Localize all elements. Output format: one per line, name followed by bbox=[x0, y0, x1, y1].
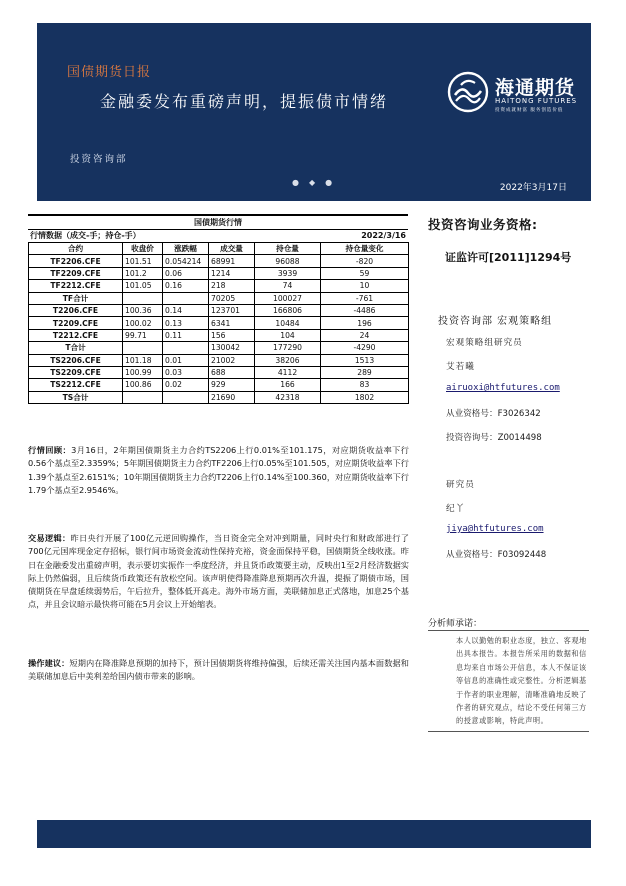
footer-bar bbox=[37, 820, 591, 848]
table-row bbox=[29, 379, 409, 391]
value-cell: 218 bbox=[209, 280, 255, 292]
value-cell: 83 bbox=[321, 379, 409, 391]
table-caption: 国债期货行情 bbox=[28, 214, 408, 229]
value-cell: 1802 bbox=[321, 391, 409, 403]
value-cell: 6341 bbox=[209, 317, 255, 329]
logo-text-en: HAITONG FUTURES bbox=[495, 97, 578, 105]
value-cell: 156 bbox=[209, 329, 255, 341]
company-logo bbox=[447, 67, 591, 115]
value-cell bbox=[123, 342, 163, 354]
column-header: 持仓量 bbox=[255, 243, 321, 255]
value-cell: 74 bbox=[255, 280, 321, 292]
value-cell: 101.2 bbox=[123, 267, 163, 279]
table-row bbox=[29, 280, 409, 292]
value-cell: 123701 bbox=[209, 304, 255, 316]
value-cell: 0.03 bbox=[163, 366, 209, 378]
table-row bbox=[29, 304, 409, 316]
value-cell: 166806 bbox=[255, 304, 321, 316]
department-label: 投资咨询部 bbox=[70, 154, 128, 165]
value-cell: 0.01 bbox=[163, 354, 209, 366]
report-date: 2022年3月17日 bbox=[499, 183, 567, 193]
value-cell: 101.05 bbox=[123, 280, 163, 292]
value-cell: 101.51 bbox=[123, 255, 163, 267]
analyst2-email-link[interactable]: jiya@htfutures.com bbox=[446, 524, 544, 534]
value-cell: 166 bbox=[255, 379, 321, 391]
value-cell: 0.054214 bbox=[163, 255, 209, 267]
report-title: 金融委发布重磅声明，提振债市情绪 bbox=[100, 92, 389, 111]
analyst1-name: 艾若曦 bbox=[446, 362, 475, 372]
value-cell: 177290 bbox=[255, 342, 321, 354]
value-cell: -761 bbox=[321, 292, 409, 304]
value-cell bbox=[163, 342, 209, 354]
table-row bbox=[29, 391, 409, 403]
value-cell: 100.86 bbox=[123, 379, 163, 391]
value-cell: 100027 bbox=[255, 292, 321, 304]
analyst2-role: 研究员 bbox=[446, 480, 475, 490]
column-header: 收盘价 bbox=[123, 243, 163, 255]
value-cell: 21002 bbox=[209, 354, 255, 366]
table-row bbox=[29, 342, 409, 354]
value-cell: 0.13 bbox=[163, 317, 209, 329]
table-meta bbox=[28, 229, 408, 242]
value-cell: 100.36 bbox=[123, 304, 163, 316]
value-cell: -4290 bbox=[321, 342, 409, 354]
value-cell: 38206 bbox=[255, 354, 321, 366]
contract-cell: TS2206.CFE bbox=[29, 354, 123, 366]
futures-table bbox=[28, 242, 409, 404]
value-cell: 68991 bbox=[209, 255, 255, 267]
value-cell: 104 bbox=[255, 329, 321, 341]
analyst2-name: 纪丫 bbox=[446, 504, 466, 514]
value-cell: 100.99 bbox=[123, 366, 163, 378]
trading-logic bbox=[28, 532, 409, 612]
contract-cell: TF2206.CFE bbox=[29, 255, 123, 267]
analyst-statement-heading: 分析师承诺： bbox=[428, 619, 483, 629]
team-name: 投资咨询部 宏观策略组 bbox=[438, 316, 553, 327]
value-cell: 10 bbox=[321, 280, 409, 292]
value-cell: 0.11 bbox=[163, 329, 209, 341]
table-meta-units: 行情数据（成交-手；持仓-手） bbox=[30, 231, 141, 240]
value-cell: 99.71 bbox=[123, 329, 163, 341]
value-cell: 289 bbox=[321, 366, 409, 378]
value-cell: 59 bbox=[321, 267, 409, 279]
logo-slogan: 投资成就财富 服务创造价值 bbox=[495, 108, 564, 113]
column-header: 成交量 bbox=[209, 243, 255, 255]
value-cell bbox=[163, 292, 209, 304]
value-cell: 1513 bbox=[321, 354, 409, 366]
analyst-statement: 本人以勤勉的职业态度，独立、客观地出具本报告。本报告所采用的数据和信息均来自市场公开信息，本人不保证该等信息的准确性或完整性。分析逻辑基于作者的职业理解，清晰准确地反映了作者的研究观点，结论不受任何第三方的授意或影响，特此声明。 bbox=[428, 630, 589, 732]
value-cell: 4112 bbox=[255, 366, 321, 378]
contract-cell: T2209.CFE bbox=[29, 317, 123, 329]
value-cell: 0.16 bbox=[163, 280, 209, 292]
table-row bbox=[29, 267, 409, 279]
value-cell: 100.02 bbox=[123, 317, 163, 329]
column-header: 涨跌幅 bbox=[163, 243, 209, 255]
table-row bbox=[29, 255, 409, 267]
value-cell: 10484 bbox=[255, 317, 321, 329]
column-header: 持仓量变化 bbox=[321, 243, 409, 255]
logo-text-cn: 海通期货 bbox=[495, 77, 576, 99]
value-cell: 42318 bbox=[255, 391, 321, 403]
value-cell: 0.14 bbox=[163, 304, 209, 316]
contract-cell: TF2209.CFE bbox=[29, 267, 123, 279]
license-number: 证监许可[2011]1294号 bbox=[445, 251, 572, 264]
value-cell: 196 bbox=[321, 317, 409, 329]
contract-cell: TF2212.CFE bbox=[29, 280, 123, 292]
contract-cell: TF合计 bbox=[29, 292, 123, 304]
analyst1-cert: 从业资格号：F3026342 bbox=[446, 409, 541, 419]
contract-cell: TS2212.CFE bbox=[29, 379, 123, 391]
analyst1-email-link[interactable]: airuoxi@htfutures.com bbox=[446, 383, 560, 393]
report-tag: 国债期货日报 bbox=[67, 65, 152, 80]
decorative-dots: ●◆● bbox=[292, 178, 343, 187]
contract-cell: TS合计 bbox=[29, 391, 123, 403]
trading-logic-label: 交易逻辑： bbox=[28, 533, 71, 543]
contract-cell: T合计 bbox=[29, 342, 123, 354]
analyst2-cert: 从业资格号：F03092448 bbox=[446, 550, 547, 560]
table-row bbox=[29, 354, 409, 366]
market-review-text: 3月16日，2年期国债期货主力合约TS2206上行0.01%至101.175，对应期货收益率下行0.56个基点至2.3359%；5年期国债期货主力合约TF2206上行0.05%至101.505，对应期货收益率下行1.39个基点至2.6151%；10年期国债期货主力合约T2206上行0.14%至100.360，对应期货收益率下行1.79个基点至2.9546%。 bbox=[28, 445, 409, 495]
table-row bbox=[29, 317, 409, 329]
value-cell: 3939 bbox=[255, 267, 321, 279]
analyst1-consult-cert: 投资咨询号：Z0014498 bbox=[446, 433, 542, 443]
table-row bbox=[29, 366, 409, 378]
value-cell bbox=[123, 391, 163, 403]
table-header-row bbox=[29, 243, 409, 255]
value-cell: 70205 bbox=[209, 292, 255, 304]
value-cell: 929 bbox=[209, 379, 255, 391]
value-cell: 96088 bbox=[255, 255, 321, 267]
operation-advice-label: 操作建议： bbox=[28, 658, 70, 668]
header-banner bbox=[37, 23, 591, 201]
analyst1-role: 宏观策略组研究员 bbox=[446, 338, 523, 348]
table-row bbox=[29, 292, 409, 304]
table-meta-date: 2022/3/16 bbox=[361, 231, 406, 240]
value-cell: 688 bbox=[209, 366, 255, 378]
market-review-label: 行情回顾： bbox=[28, 445, 72, 455]
table-row bbox=[29, 329, 409, 341]
column-header: 合约 bbox=[29, 243, 123, 255]
qualification-heading: 投资咨询业务资格: bbox=[428, 217, 538, 232]
value-cell: 0.02 bbox=[163, 379, 209, 391]
haitong-logo-icon bbox=[447, 71, 489, 113]
value-cell: 101.18 bbox=[123, 354, 163, 366]
value-cell bbox=[123, 292, 163, 304]
market-review bbox=[28, 444, 409, 497]
contract-cell: T2206.CFE bbox=[29, 304, 123, 316]
contract-cell: T2212.CFE bbox=[29, 329, 123, 341]
value-cell: 1214 bbox=[209, 267, 255, 279]
value-cell: 0.06 bbox=[163, 267, 209, 279]
contract-cell: TS2209.CFE bbox=[29, 366, 123, 378]
operation-advice bbox=[28, 657, 409, 684]
value-cell: -4486 bbox=[321, 304, 409, 316]
value-cell: -820 bbox=[321, 255, 409, 267]
value-cell: 130042 bbox=[209, 342, 255, 354]
value-cell bbox=[163, 391, 209, 403]
value-cell: 21690 bbox=[209, 391, 255, 403]
operation-advice-text: 短期内在降准降息预期的加持下，预计国债期货将维持偏强，后续还需关注国内基本面数据和美联储加息后中美利差给国内债市带来的影响。 bbox=[28, 658, 409, 682]
futures-table-block bbox=[28, 214, 408, 404]
trading-logic-text: 昨日央行开展了100亿元逆回购操作，当日资金完全对冲到期量，同时央行和财政部进行了700亿元国库现金定存招标，银行间市场资金流动性保持充裕，资金面保持平稳，国债期货全线收涨。昨日在金融委发出重磅声明，表示要切实振作一季度经济，并且货币政策要主动，反映出1至2月经济数据实际上仍然偏弱，且后续货币政策还有放松空间。该声明使得降准降息预期再次升温，提振了期债市场，国债期货在早盘延续弱势后，午后拉升，整体低开高走。海外市场方面，美联储加息正式落地，加息25个基点，并且会议暗示最快将可能在5月会议上开始缩表。 bbox=[28, 533, 409, 610]
value-cell: 24 bbox=[321, 329, 409, 341]
